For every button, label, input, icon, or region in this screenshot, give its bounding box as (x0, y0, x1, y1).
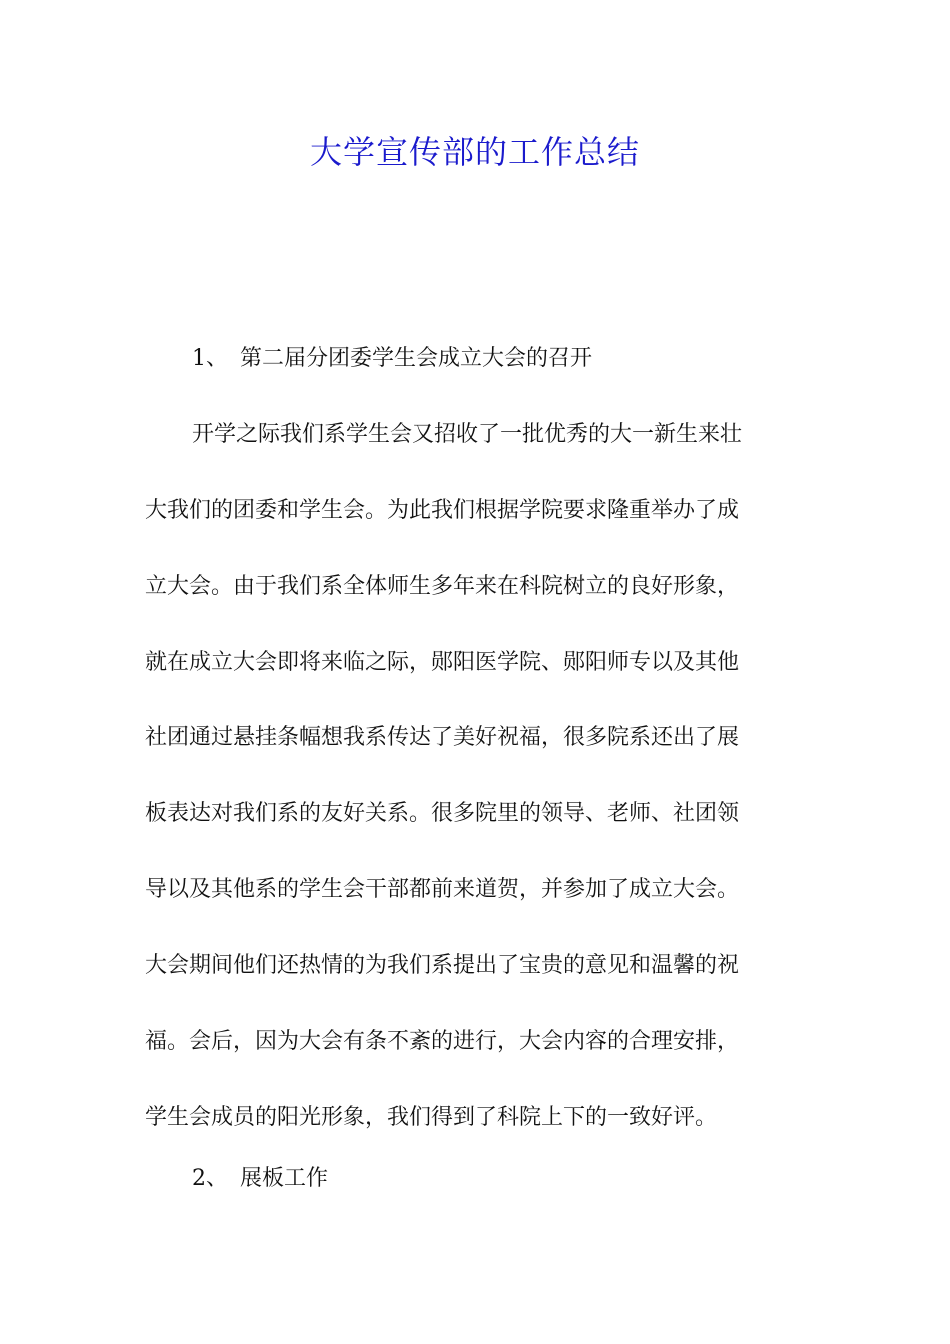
paragraph-line: 板表达对我们系的友好关系。很多院里的领导、老师、社团领 (145, 801, 740, 826)
document-title: 大学宣传部的工作总结 (309, 133, 640, 171)
paragraph-line: 大我们的团委和学生会。为此我们根据学院要求隆重举办了成 (145, 498, 740, 523)
paragraph-line: 学生会成员的阳光形象，我们得到了科院上下的一致好评。 (145, 1105, 718, 1130)
section-heading-text: 展板工作 (240, 1166, 329, 1191)
paragraph-line: 立大会。由于我们系全体师生多年来在科院树立的良好形象， (145, 574, 740, 599)
paragraph-line: 福。会后，因为大会有条不紊的进行，大会内容的合理安排， (145, 1029, 740, 1054)
paragraph-line: 开学之际我们系学生会又招收了一批优秀的大一新生来壮 (192, 422, 743, 447)
paragraph-line: 社团通过悬挂条幅想我系传达了美好祝福，很多院系还出了展 (145, 725, 740, 750)
paragraph-line: 导以及其他系的学生会干部都前来道贺，并参加了成立大会。 (145, 877, 740, 902)
section-heading-1 (192, 344, 592, 374)
paragraph-line: 就在成立大会即将来临之际，郧阳医学院、郧阳师专以及其他 (145, 650, 740, 675)
paragraph-line: 大会期间他们还热情的为我们系提出了宝贵的意见和温馨的祝 (145, 953, 740, 978)
section-heading-2 (192, 1164, 328, 1194)
section-number: 2、 (192, 1166, 228, 1191)
section-number: 1、 (192, 346, 228, 371)
section-heading-text: 第二届分团委学生会成立大会的召开 (240, 346, 593, 371)
